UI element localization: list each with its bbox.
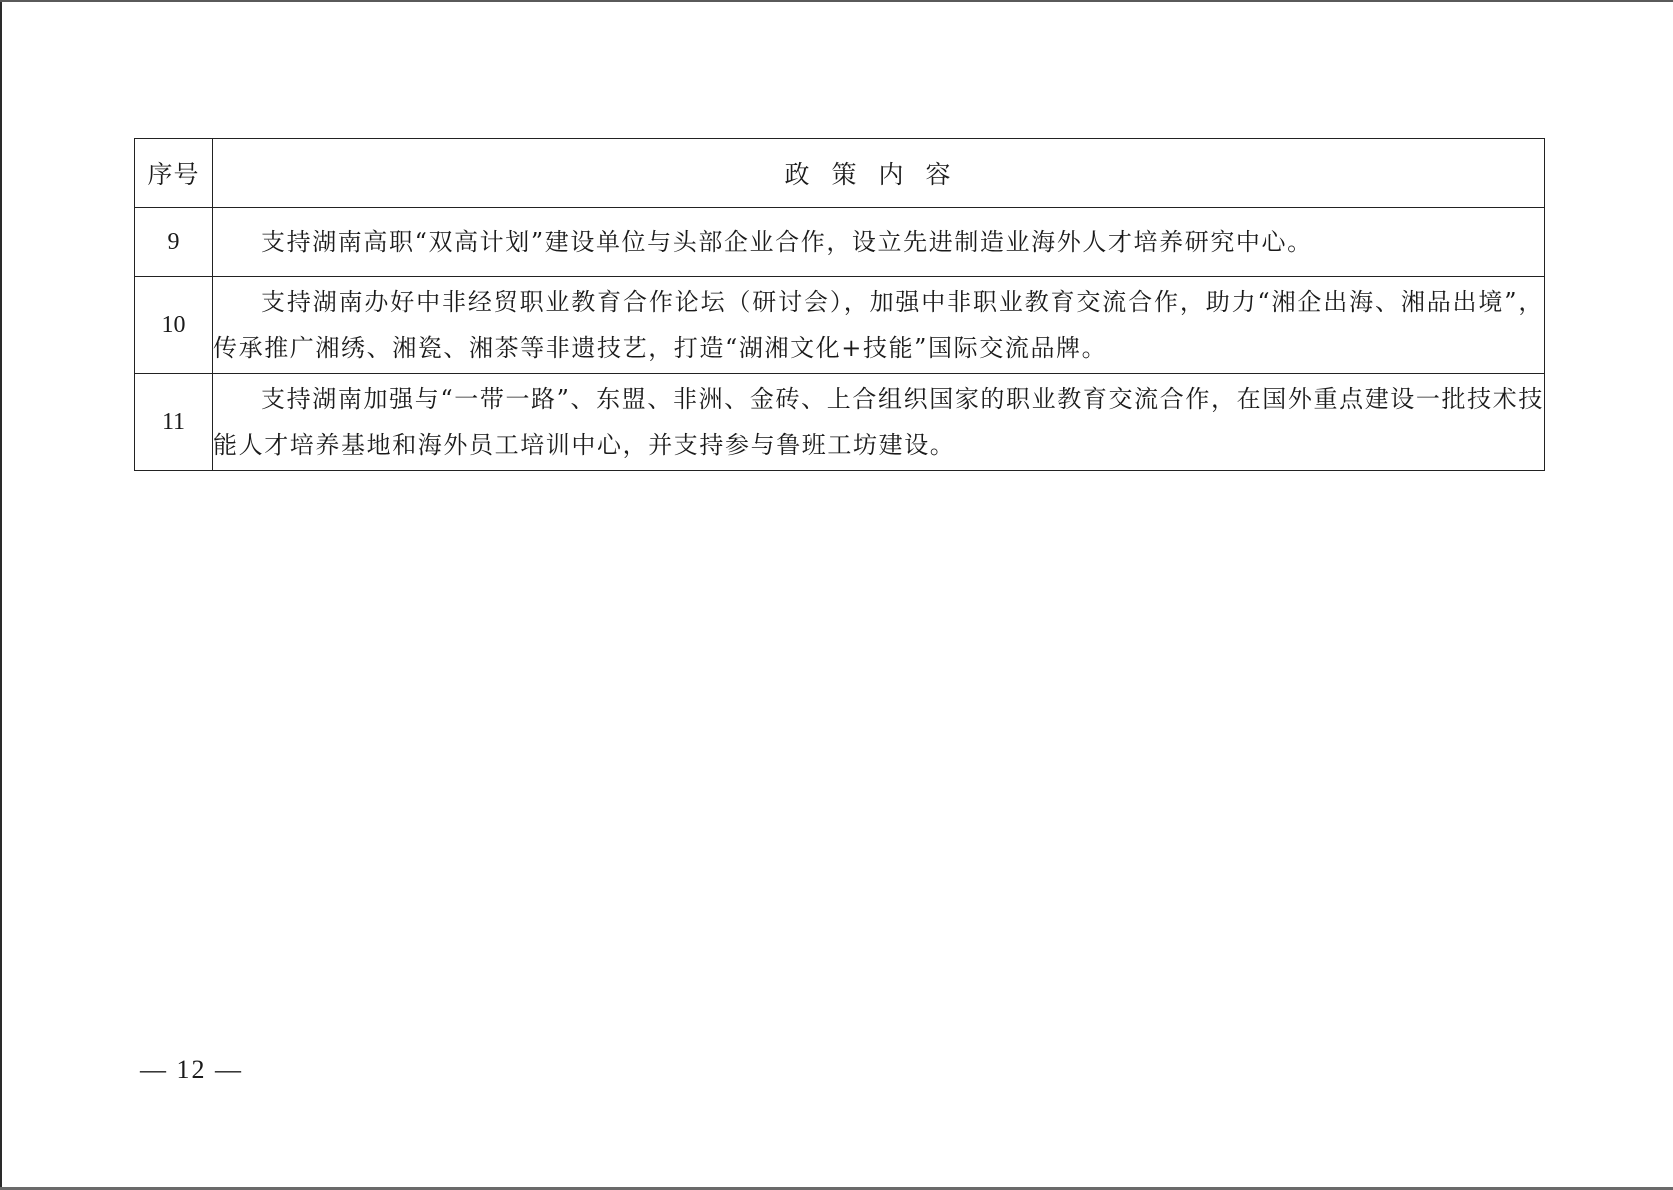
- row-number: 11: [135, 374, 213, 471]
- page-number: — 12 —: [140, 1055, 243, 1084]
- row-content: 支持湖南办好中非经贸职业教育合作论坛（研讨会），加强中非职业教育交流合作，助力“湘企出海、湘品出境”，传承推广湘绣、湘瓷、湘茶等非遗技艺，打造“湖湘文化+技能”国际交流品牌。: [213, 277, 1545, 374]
- row-content: 支持湖南高职“双高计划”建设单位与头部企业合作，设立先进制造业海外人才培养研究中心。: [213, 208, 1545, 277]
- column-header-content: 政策内容: [213, 139, 1545, 208]
- page-edge-left: [0, 0, 2, 1190]
- table-row: [135, 208, 1545, 277]
- row-number: 10: [135, 277, 213, 374]
- table-header-row: [135, 139, 1545, 208]
- row-content: 支持湖南加强与“一带一路”、东盟、非洲、金砖、上合组织国家的职业教育交流合作，在国外重点建设一批技术技能人才培养基地和海外员工培训中心，并支持参与鲁班工坊建设。: [213, 374, 1545, 471]
- page-edge-top: [0, 0, 1673, 2]
- table-row: [135, 277, 1545, 374]
- table-row: [135, 374, 1545, 471]
- policy-table: [134, 138, 1545, 471]
- column-header-number: 序号: [135, 139, 213, 208]
- row-number: 9: [135, 208, 213, 277]
